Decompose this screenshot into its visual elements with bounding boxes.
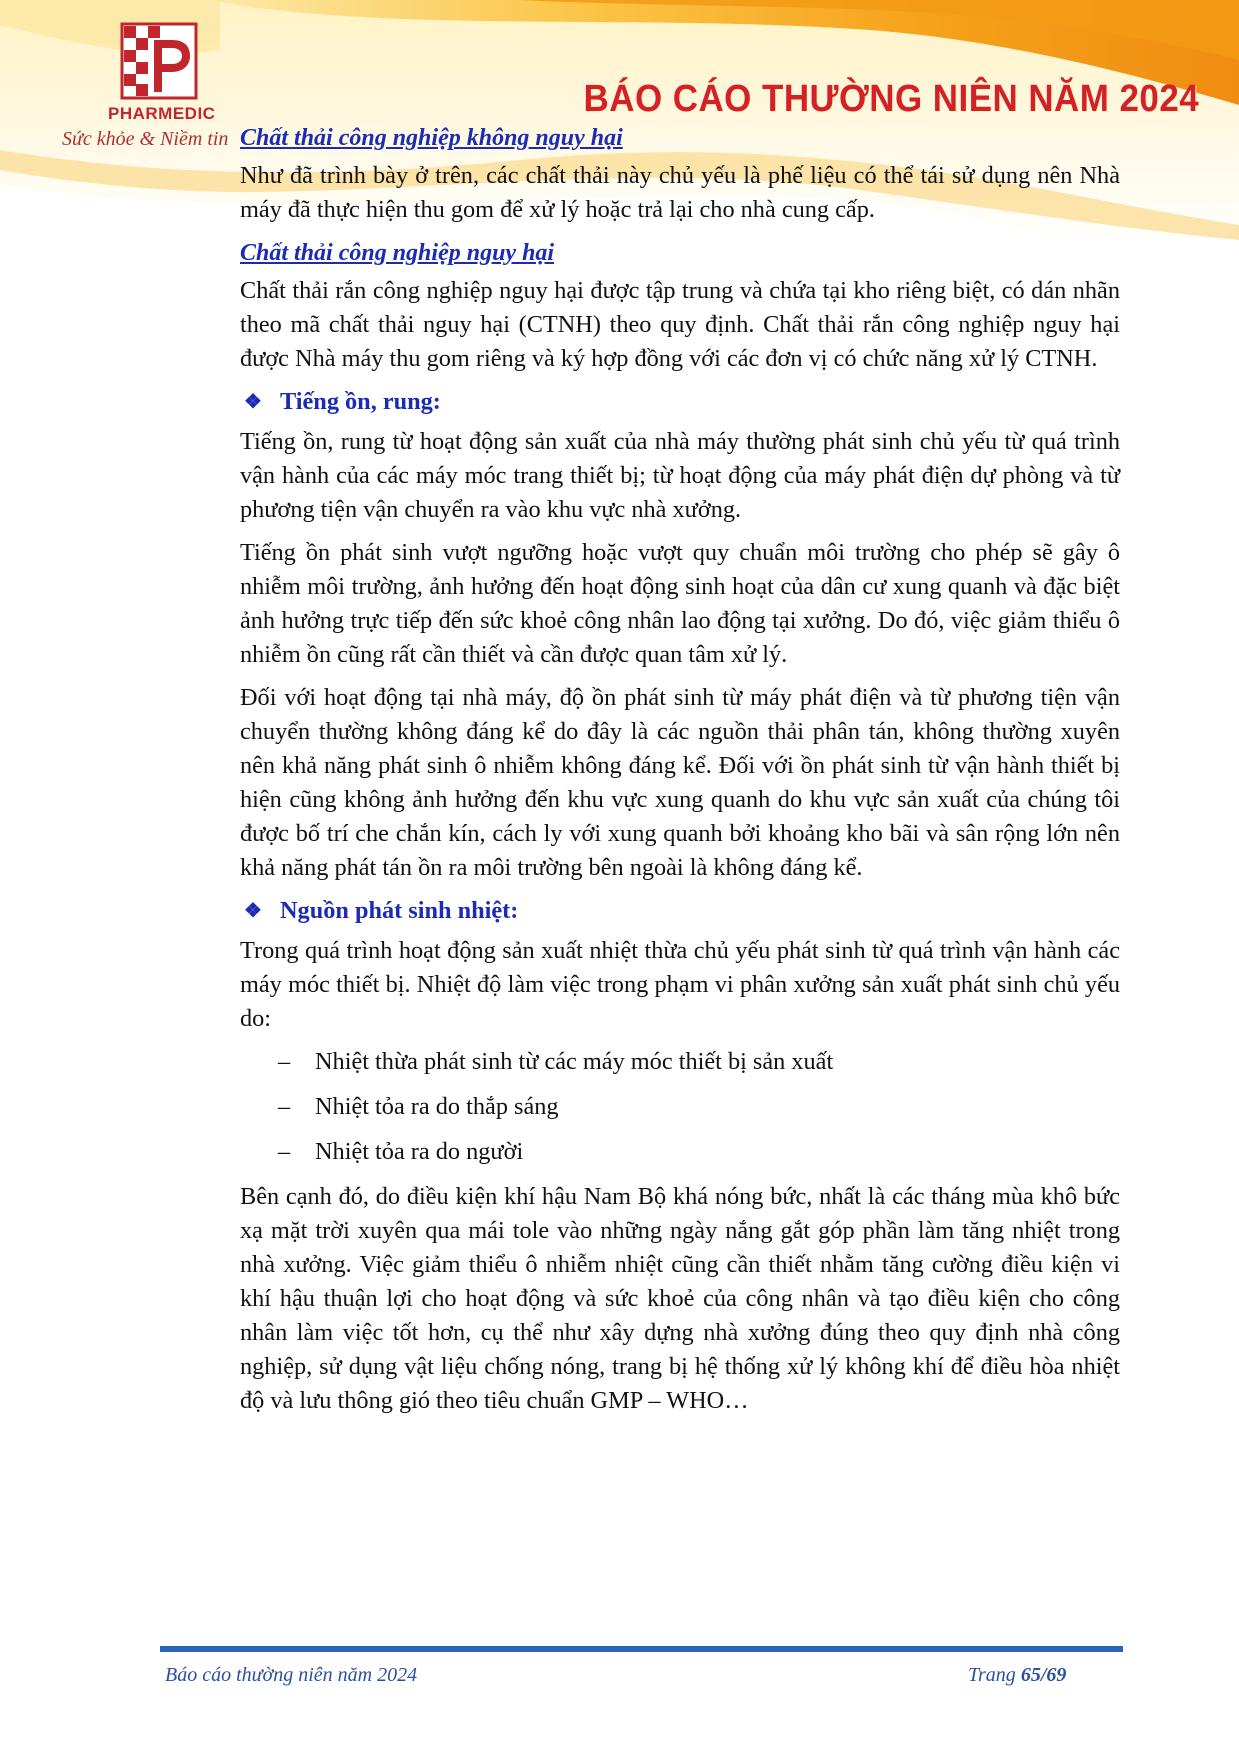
paragraph: Trong quá trình hoạt động sản xuất nhiệt thừa chủ yếu phát sinh từ quá trình vận hành các máy móc thiết bị. Nhiệt độ làm việc trong phạm vi phân xưởng sản xuất phát sinh chủ yếu do: — [240, 937, 1120, 1032]
report-title: BÁO CÁO THƯỜNG NIÊN NĂM 2024 — [583, 78, 1199, 120]
section-heading-text: Nguồn phát sinh nhiệt: — [280, 897, 519, 924]
subheading-hazardous-waste: Chất thải công nghiệp nguy hại — [240, 240, 555, 266]
main-content — [240, 121, 1120, 1427]
page-number: 65/69 — [1020, 1664, 1067, 1686]
list-item: – Nhiệt tỏa ra do thắp sáng — [240, 1090, 1120, 1124]
dash-bullet-icon: – — [278, 1093, 291, 1120]
pharmedic-logo-icon — [120, 22, 198, 100]
list-item: – Nhiệt tỏa ra do người — [240, 1135, 1120, 1169]
section-heading-text: Tiếng ồn, rung: — [280, 388, 441, 415]
paragraph: Đối với hoạt động tại nhà máy, độ ồn phát sinh từ máy phát điện và từ phương tiện vận chuyển thường không đáng kể do đây là các nguồn thải phân tán, không thường xuyên nên khả năng phát sinh ô nhiễm không đáng kể. Đối với ồn phát sinh từ vận hành thiết bị hiện cũng không ảnh hưởng đến khu vực xung quanh do khu vực sản xuất của chúng tôi được bố trí che chắn kín, cách ly với xung quanh bởi khoảng kho bãi và sân rộng lớn nên khả năng phát tán ồn ra môi trường bên ngoài là không đáng kể. — [240, 684, 1120, 881]
brand-slogan: Sức khỏe & Niềm tin — [62, 128, 229, 150]
footer-divider — [160, 1646, 1123, 1652]
footer-page-indicator: Trang 65/69 — [968, 1664, 1067, 1686]
list-item: – Nhiệt thừa phát sinh từ các máy móc thiết bị sản xuất — [240, 1045, 1120, 1079]
dash-bullet-icon: – — [278, 1138, 291, 1165]
paragraph: Chất thải rắn công nghiệp nguy hại được tập trung và chứa tại kho riêng biệt, có dán nhãn theo mã chất thải nguy hại (CTNH) theo quy định. Chất thải rắn công nghiệp nguy hại được Nhà máy thu gom riêng và ký hợp đồng với các đơn vị có chức năng xử lý CTNH. — [240, 277, 1120, 372]
diamond-bullet-icon: ❖ — [244, 900, 262, 922]
dash-bullet-icon: – — [278, 1048, 291, 1075]
diamond-bullet-icon: ❖ — [244, 391, 262, 413]
paragraph: Bên cạnh đó, do điều kiện khí hậu Nam Bộ khá nóng bức, nhất là các tháng mùa khô bức xạ mặt trời xuyên qua mái tole vào những ngày nắng gắt góp phần làm tăng nhiệt trong nhà xưởng. Việc giảm thiểu ô nhiễm nhiệt cũng cần thiết nhằm tăng cường điều kiện vi khí hậu thuận lợi cho hoạt động và sức khoẻ của công nhân và tạo điều kiện cho công nhân làm việc tốt hơn, cụ thể như xây dựng nhà xưởng đúng theo quy định nhà công nghiệp, sử dụng vật liệu chống nóng, trang bị hệ thống xử lý không khí để điều hòa nhiệt độ và lưu thông gió theo tiêu chuẩn GMP – WHO… — [240, 1183, 1120, 1414]
section-heading-heat — [240, 894, 1120, 928]
footer-report-name: Báo cáo thường niên năm 2024 — [165, 1664, 418, 1686]
section-heading-noise — [240, 385, 1120, 419]
brand-name: PHARMEDIC — [108, 104, 216, 123]
paragraph: Tiếng ồn phát sinh vượt ngưỡng hoặc vượt quy chuẩn môi trường cho phép sẽ gây ô nhiễm môi trường, ảnh hưởng đến hoạt động sinh hoạt của dân cư xung quanh và đặc biệt ảnh hưởng trực tiếp đến sức khoẻ công nhân lao động tại xưởng. Do đó, việc giảm thiểu ô nhiễm ồn cũng rất cần thiết và cần được quan tâm xử lý. — [240, 539, 1120, 668]
paragraph: Tiếng ồn, rung từ hoạt động sản xuất của nhà máy thường phát sinh chủ yếu từ quá trình vận hành của các máy móc trang thiết bị; từ hoạt động của máy phát điện dự phòng và từ phương tiện vận chuyển ra vào khu vực nhà xưởng. — [240, 428, 1120, 523]
paragraph: Như đã trình bày ở trên, các chất thải này chủ yếu là phế liệu có thể tái sử dụng nên Nhà máy đã thực hiện thu gom để xử lý hoặc trả lại cho nhà cung cấp. — [240, 162, 1120, 223]
subheading-non-hazardous-waste: Chất thải công nghiệp không nguy hại — [240, 125, 623, 151]
heat-source-list — [240, 1045, 1120, 1169]
